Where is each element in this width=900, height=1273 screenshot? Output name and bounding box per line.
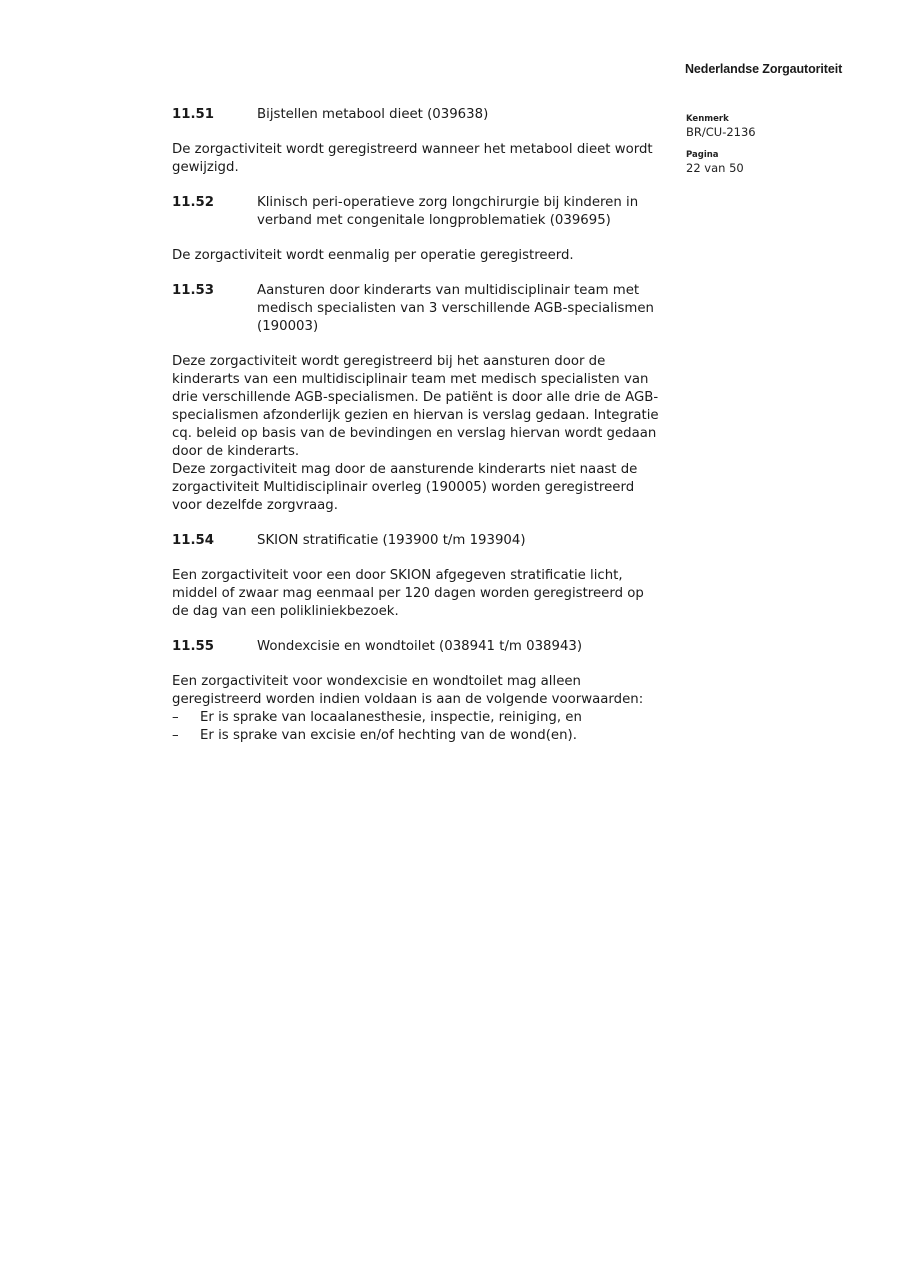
section-title — [257, 106, 682, 124]
section-number: 11.51 — [172, 107, 215, 122]
organization-name: Nederlandse Zorgautoriteit — [685, 62, 843, 76]
text-line: specialismen afzonderlijk gezien en hiervan is verslag gedaan. Integratie — [172, 408, 659, 423]
bullet-list — [172, 709, 682, 745]
text-line: gewijzigd. — [172, 160, 239, 175]
text-line: Deze zorgactiviteit wordt geregistreerd bij het aansturen door de — [172, 354, 606, 369]
section-number: 11.55 — [172, 639, 215, 654]
dash-bullet-icon: – — [172, 728, 179, 743]
text-line: voor dezelfde zorgvraag. — [172, 498, 338, 513]
text-line: De zorgactiviteit wordt eenmalig per operatie geregistreerd. — [172, 248, 574, 263]
text-line: de dag van een polikliniekbezoek. — [172, 604, 399, 619]
section-paragraph — [172, 247, 682, 265]
text-line: De zorgactiviteit wordt geregistreerd wanneer het metabool dieet wordt — [172, 142, 653, 157]
section-paragraph — [172, 673, 682, 709]
text-line: middel of zwaar mag eenmaal per 120 dagen worden geregistreerd op — [172, 586, 644, 601]
section-number: 11.54 — [172, 533, 215, 548]
text-line: Deze zorgactiviteit mag door de aansturende kinderarts niet naast de — [172, 462, 638, 477]
section-heading — [172, 282, 682, 336]
section-title — [257, 638, 682, 656]
kenmerk-block — [686, 114, 756, 139]
pagina-block — [686, 150, 744, 175]
text-line: drie verschillende AGB-specialismen. De patiënt is door alle drie de AGB- — [172, 390, 659, 405]
pagina-label: Pagina — [686, 150, 719, 160]
title-line: SKION stratificatie (193900 t/m 193904) — [257, 533, 526, 548]
section-11-55 — [172, 638, 682, 745]
text-line: cq. beleid op basis van de bevindingen en verslag hiervan wordt gedaan — [172, 426, 657, 441]
bullet-item — [172, 709, 682, 727]
section-number: 11.53 — [172, 283, 215, 298]
pagina-value: 22 van 50 — [686, 161, 744, 175]
kenmerk-label: Kenmerk — [686, 114, 729, 124]
section-title — [257, 282, 682, 336]
title-line: Bijstellen metabool dieet (039638) — [257, 107, 489, 122]
title-line: verband met congenitale longproblematiek (039695) — [257, 213, 611, 228]
section-heading — [172, 532, 682, 550]
kenmerk-value: BR/CU-2136 — [686, 125, 756, 139]
section-11-51 — [172, 106, 682, 177]
section-11-54 — [172, 532, 682, 621]
section-heading — [172, 638, 682, 656]
text-line: geregistreerd worden indien voldaan is aan de volgende voorwaarden: — [172, 692, 644, 707]
section-heading — [172, 194, 682, 230]
section-title — [257, 532, 682, 550]
section-11-52 — [172, 194, 682, 265]
text-line: door de kinderarts. — [172, 444, 300, 459]
bullet-item — [172, 727, 682, 745]
text-line: Een zorgactiviteit voor wondexcisie en wondtoilet mag alleen — [172, 674, 581, 689]
bullet-text: Er is sprake van locaalanesthesie, inspectie, reiniging, en — [200, 710, 582, 725]
title-line: Wondexcisie en wondtoilet (038941 t/m 038943) — [257, 639, 583, 654]
title-line: Aansturen door kinderarts van multidisciplinair team met — [257, 283, 640, 298]
text-line: kinderarts van een multidisciplinair team met medisch specialisten van — [172, 372, 649, 387]
bullet-text: Er is sprake van excisie en/of hechting van de wond(en). — [200, 728, 577, 743]
text-line: Een zorgactiviteit voor een door SKION afgegeven stratificatie licht, — [172, 568, 623, 583]
title-line: Klinisch peri-operatieve zorg longchirurgie bij kinderen in — [257, 195, 639, 210]
title-line: (190003) — [257, 319, 319, 334]
section-11-53 — [172, 282, 682, 515]
text-line: zorgactiviteit Multidisciplinair overleg (190005) worden geregistreerd — [172, 480, 635, 495]
section-paragraph — [172, 567, 682, 621]
title-line: medisch specialisten van 3 verschillende AGB-specialismen — [257, 301, 654, 316]
section-title — [257, 194, 682, 230]
section-number: 11.52 — [172, 195, 215, 210]
section-paragraph — [172, 353, 682, 515]
section-heading — [172, 106, 682, 124]
document-body — [172, 106, 682, 745]
dash-bullet-icon: – — [172, 710, 179, 725]
section-paragraph — [172, 141, 682, 177]
